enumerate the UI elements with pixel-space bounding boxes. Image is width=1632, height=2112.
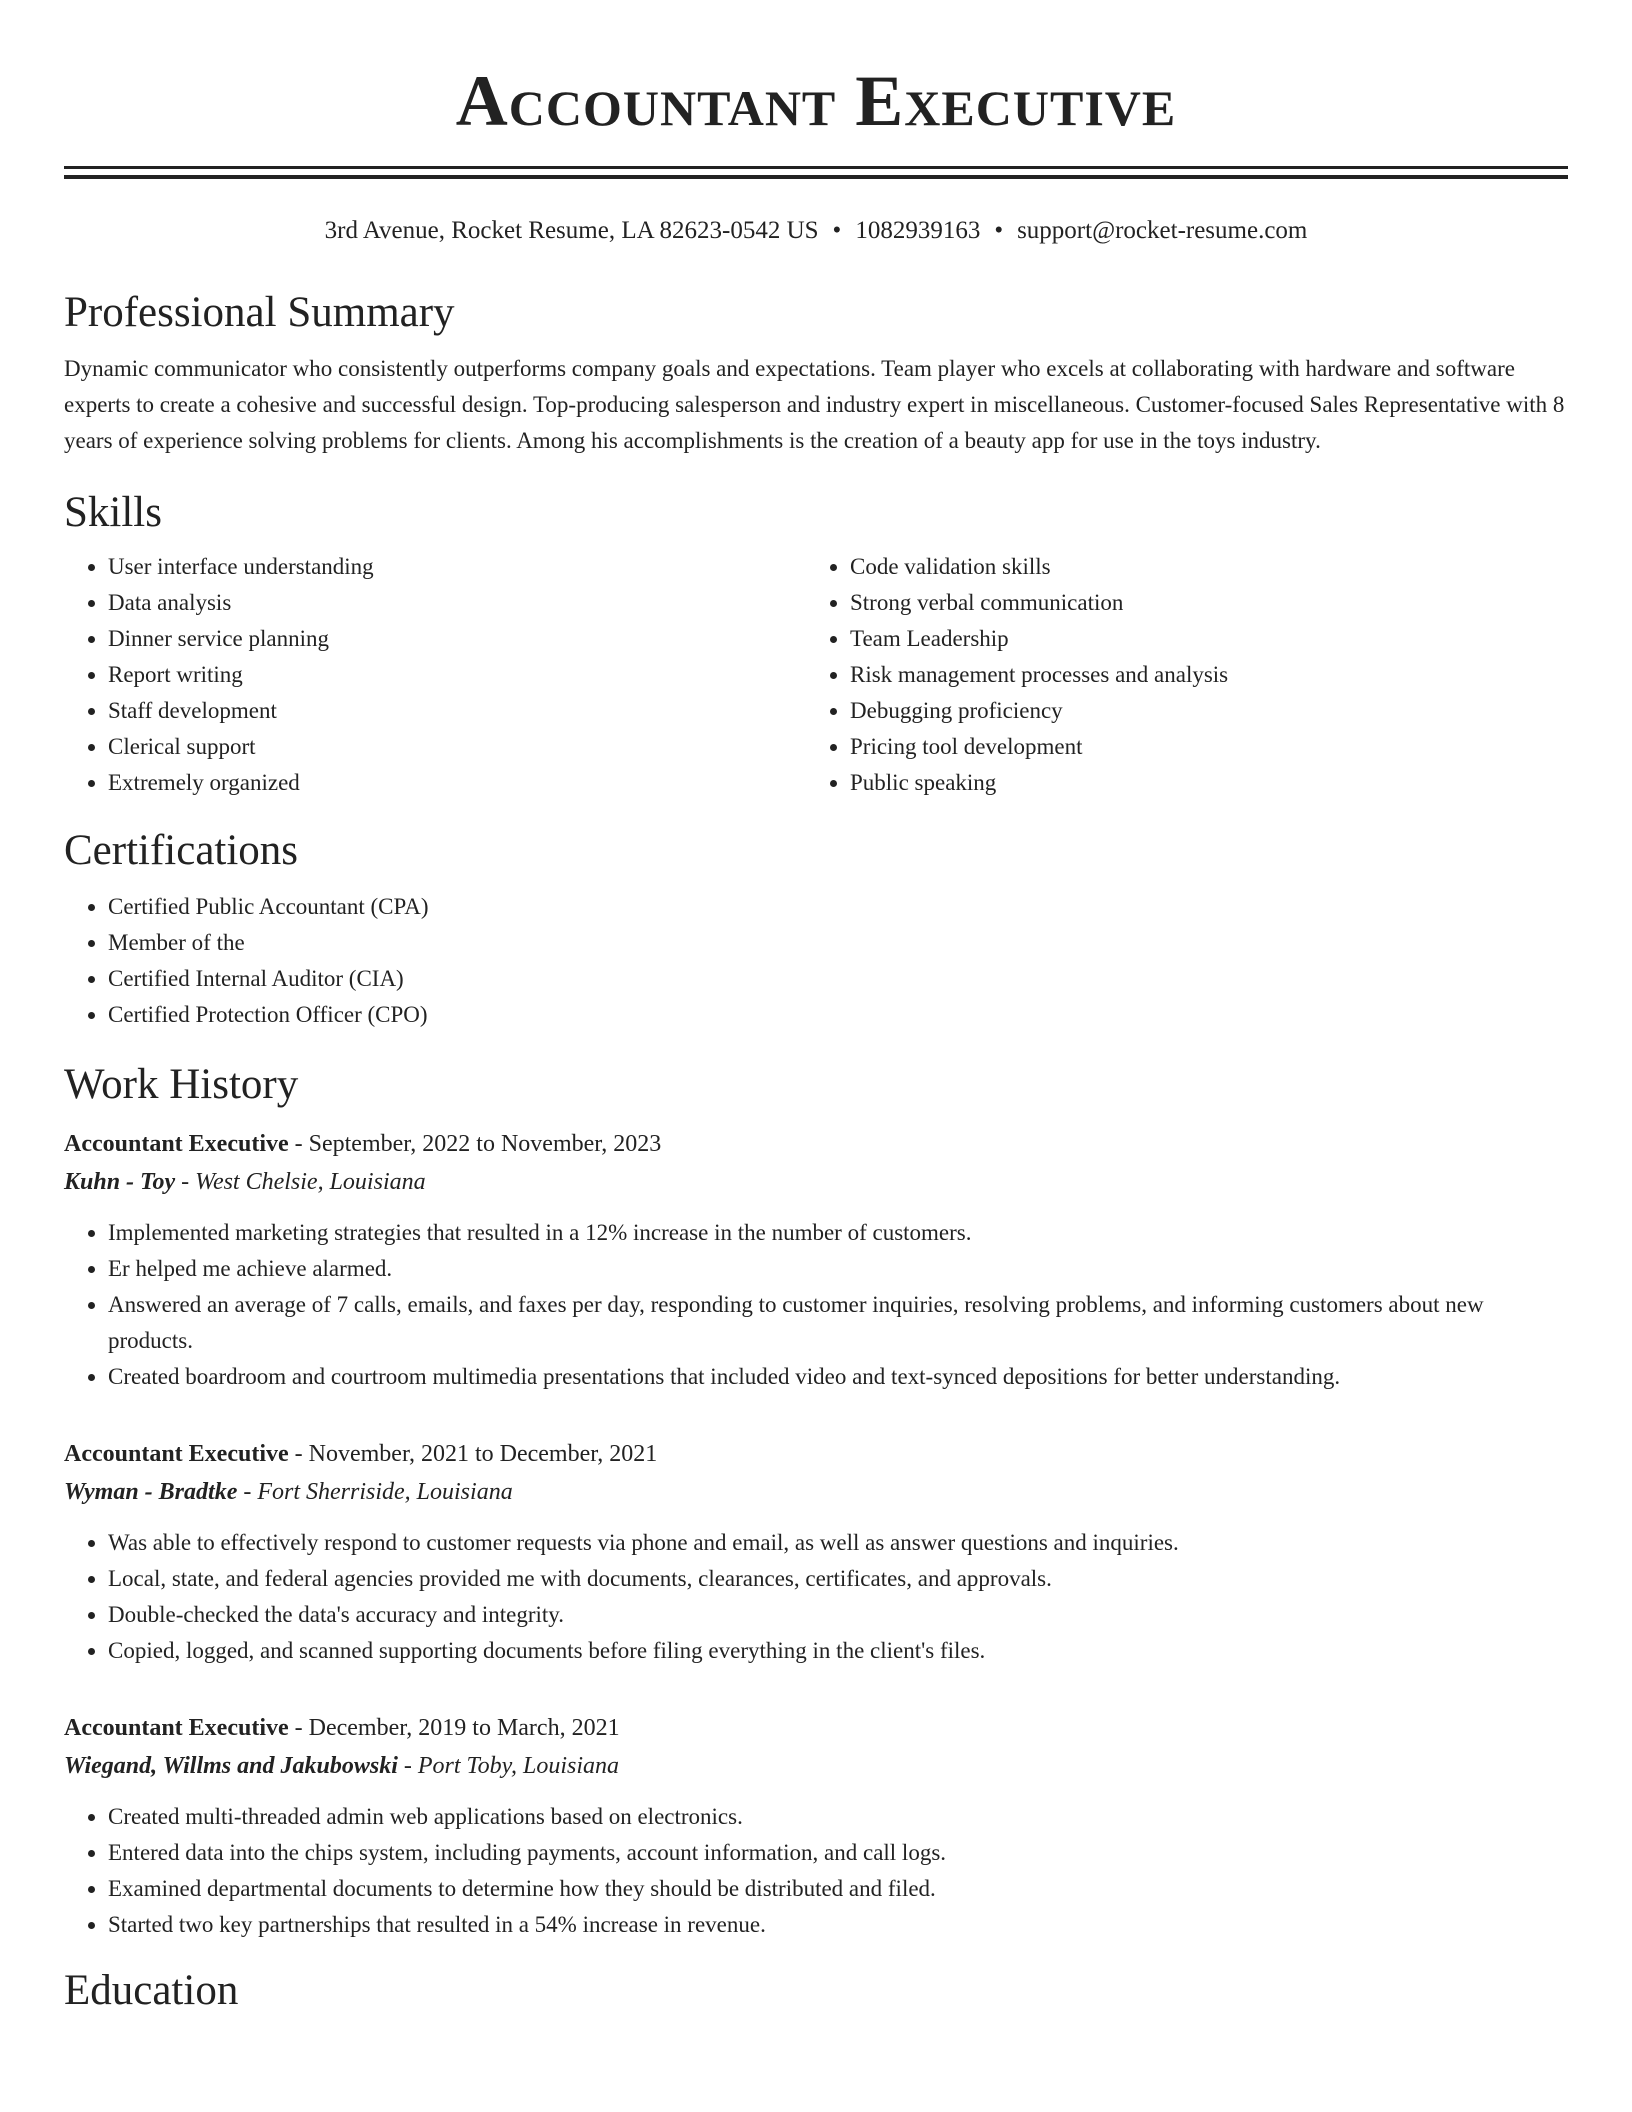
divider-line-thick — [64, 175, 1568, 179]
skill-item: • Data analysis — [108, 585, 806, 621]
job-bullet: • Started two key partnerships that resulted in a 54% increase in revenue. — [108, 1907, 1568, 1943]
skill-item: • Team Leadership — [850, 621, 1548, 657]
skill-item: • Staff development — [108, 693, 806, 729]
contact-phone: 1082939163 — [855, 217, 981, 244]
job-bullet: • Examined departmental documents to determine how they should be distributed and filed. — [108, 1871, 1568, 1907]
job-bullet: • Er helped me achieve alarmed. — [108, 1251, 1568, 1287]
work-history-heading: Work History — [64, 1061, 299, 1108]
job-bullet: • Created boardroom and courtroom multimedia presentations that included video and text-synced depositions for better understanding. — [108, 1359, 1568, 1395]
job-bullet: • Local, state, and federal agencies provided me with documents, clearances, certificates, and approvals. — [108, 1561, 1568, 1597]
skill-item: • Debugging proficiency — [850, 693, 1548, 729]
contact-email[interactable]: support@rocket-resume.com — [1017, 217, 1308, 244]
skill-item: • Pricing tool development — [850, 729, 1548, 765]
contact-address: 3rd Avenue, Rocket Resume, LA 82623-0542 US — [324, 217, 819, 244]
skills-heading: Skills — [64, 489, 162, 536]
certifications-heading: Certifications — [64, 827, 299, 874]
job-bullets — [64, 1525, 1568, 1669]
job-entry — [64, 1435, 1568, 1669]
skill-item: • Risk management processes and analysis — [850, 657, 1548, 693]
certification-item: • Certified Public Accountant (CPA) — [108, 889, 1568, 925]
job-company: Kuhn - Toy — [64, 1169, 176, 1195]
certification-item: • Certified Internal Auditor (CIA) — [108, 961, 1568, 997]
job-bullet: • Entered data into the chips system, including payments, account information, and call logs. — [108, 1835, 1568, 1871]
contact-separator: • — [994, 217, 1004, 244]
skill-item: • Clerical support — [108, 729, 806, 765]
job-location: - West Chelsie, Louisiana — [175, 1169, 426, 1195]
job-company-line — [64, 1747, 1568, 1785]
job-title-line — [64, 1435, 1568, 1473]
resume-title: Accountant Executive — [455, 61, 1177, 141]
job-title-line — [64, 1709, 1568, 1747]
job-bullet: • Implemented marketing strategies that resulted in a 12% increase in the number of customers. — [108, 1215, 1568, 1251]
job-bullet: • Answered an average of 7 calls, emails, and faxes per day, responding to customer inquiries, resolving problems, and informing customers about new products. — [108, 1287, 1568, 1359]
skills-list-left — [64, 549, 806, 801]
skill-item: • Dinner service planning — [108, 621, 806, 657]
job-bullets — [64, 1215, 1568, 1395]
education-heading: Education — [64, 1967, 239, 2014]
skills-columns — [64, 549, 1568, 801]
job-bullet: • Copied, logged, and scanned supporting documents before filing everything in the client's files. — [108, 1633, 1568, 1669]
certification-item: • Member of the — [108, 925, 1568, 961]
job-company-line — [64, 1163, 1568, 1201]
job-bullet: • Double-checked the data's accuracy and integrity. — [108, 1597, 1568, 1633]
skill-item: • Strong verbal communication — [850, 585, 1548, 621]
skill-item: • Extremely organized — [108, 765, 806, 801]
title-divider — [64, 166, 1568, 179]
job-location: - Fort Sherriside, Louisiana — [237, 1479, 513, 1505]
contact-separator: • — [832, 217, 842, 244]
skills-column-left — [64, 549, 806, 801]
job-company: Wiegand, Willms and Jakubowski — [64, 1753, 398, 1779]
job-company-line — [64, 1473, 1568, 1511]
job-bullets — [64, 1799, 1568, 1943]
summary-text: Dynamic communicator who consistently outperforms company goals and expectations. Team player who excels at collaborating with hardware and software experts to create a cohesive and successful design. Top-producing salesperson and industry expert in miscellaneous. Customer-focused Sales Representative with 8 years of experience solving problems for clients. Among his accomplishments is the creation of a beauty app for use in the toys industry. — [64, 356, 1565, 453]
job-company: Wyman - Bradtke — [64, 1479, 238, 1505]
job-title: Accountant Executive — [64, 1441, 289, 1467]
job-location: - Port Toby, Louisiana — [397, 1753, 620, 1779]
skill-item: • Report writing — [108, 657, 806, 693]
skill-item: • User interface understanding — [108, 549, 806, 585]
job-dates: - September, 2022 to November, 2023 — [288, 1131, 662, 1157]
skill-item: • Public speaking — [850, 765, 1548, 801]
job-title: Accountant Executive — [64, 1131, 289, 1157]
job-dates: - December, 2019 to March, 2021 — [288, 1715, 620, 1741]
job-title-line — [64, 1125, 1568, 1163]
job-bullet: • Was able to effectively respond to customer requests via phone and email, as well as answer questions and inquiries. — [108, 1525, 1568, 1561]
job-entry — [64, 1709, 1568, 1943]
certifications-list — [64, 889, 1568, 1033]
skills-column-right — [806, 549, 1548, 801]
contact-line — [64, 215, 1568, 247]
job-title: Accountant Executive — [64, 1715, 289, 1741]
job-bullet: • Created multi-threaded admin web applications based on electronics. — [108, 1799, 1568, 1835]
skill-item: • Code validation skills — [850, 549, 1548, 585]
divider-line-thin — [64, 166, 1568, 169]
job-entry — [64, 1125, 1568, 1395]
job-dates: - November, 2021 to December, 2021 — [288, 1441, 658, 1467]
skills-list-right — [806, 549, 1548, 801]
summary-heading: Professional Summary — [64, 289, 455, 336]
certification-item: • Certified Protection Officer (CPO) — [108, 997, 1568, 1033]
